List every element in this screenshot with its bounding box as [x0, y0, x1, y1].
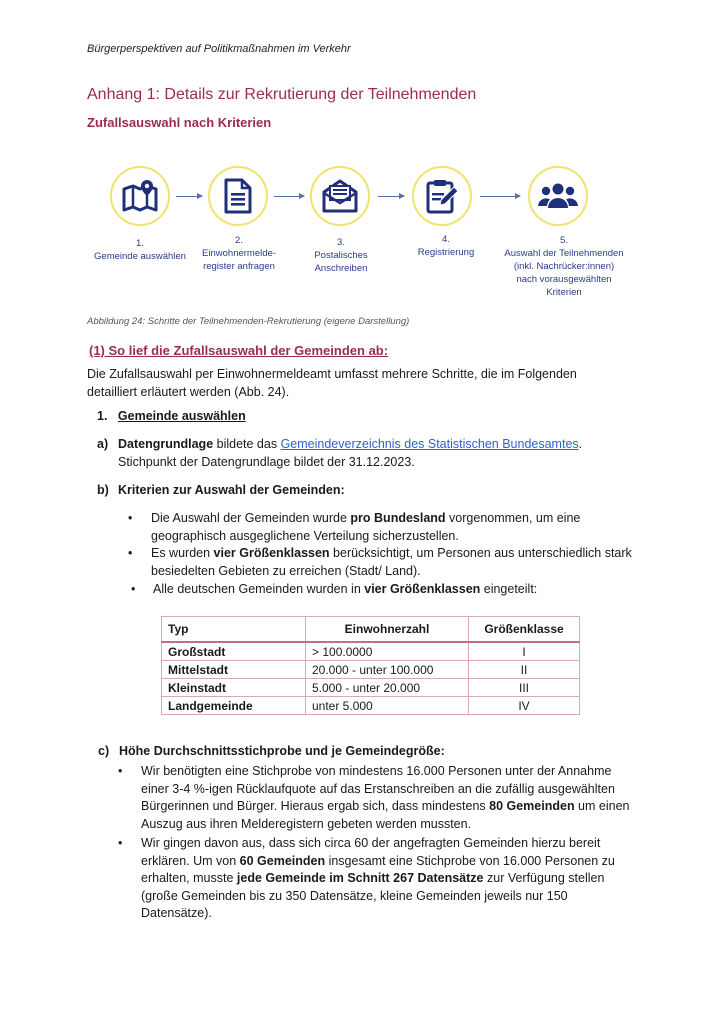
table-header: Größenklasse: [469, 617, 580, 643]
bullet-dot: •: [128, 511, 133, 525]
bullet-dot: •: [128, 546, 133, 560]
envelope-icon: [321, 178, 359, 214]
running-header: Bürgerperspektiven auf Politikmaßnahmen im Verkehr: [87, 43, 351, 55]
step-4-circle: [412, 166, 472, 226]
bullet-b2: Es wurden vier Größenklassen berücksichtigt, um Personen aus unterschiedlich stark besiedelten Gebieten zu erreichen (Stadt/ Land).: [151, 546, 632, 578]
step-3-circle: [310, 166, 370, 226]
map-location-icon: [121, 179, 159, 213]
subheading: Zufallsauswahl nach Kriterien: [87, 115, 272, 130]
section-title: (1) So lief die Zufallsauswahl der Gemeinden ab:: [89, 343, 389, 358]
table-row: Landgemeinde unter 5.000 IV: [162, 697, 580, 715]
arrow-1-2: [176, 196, 202, 197]
size-class-table: [161, 616, 580, 715]
item-c: c): [98, 744, 110, 758]
bullet-b3: Alle deutschen Gemeinden wurden in vier Größenklassen eingeteilt:: [153, 582, 538, 596]
item-a: a): [97, 437, 109, 451]
step-2-label: 2. Einwohnermelde- register anfragen: [202, 235, 276, 272]
appendix-heading: Anhang 1: Details zur Rekrutierung der Teilnehmenden: [87, 86, 477, 103]
table-row: Kleinstadt 5.000 - unter 20.000 III: [162, 679, 580, 697]
clipboard-edit-icon: [424, 178, 460, 214]
step-4-label: 4. Registrierung: [417, 234, 475, 258]
item-a-text: Datengrundlage bildete das Gemeindeverzeichnis des Statistischen Bundesamtes. Stichpunkt der Datengrundlage bildet der 31.12.2023.: [118, 437, 583, 469]
arrow-3-4: [378, 196, 404, 197]
step-1-circle: [110, 166, 170, 226]
table-header: Einwohnerzahl: [306, 617, 469, 643]
step-5-circle: [528, 166, 588, 226]
arrow-2-3: [274, 196, 304, 197]
document-icon: [223, 178, 253, 214]
item-1-heading: 1. Gemeinde auswählen: [97, 409, 246, 423]
item-c-title: Höhe Durchschnittsstichprobe und je Gemeindegröße:: [119, 744, 445, 758]
intro-paragraph: Die Zufallsauswahl per Einwohnermeldeamt umfasst mehrere Schritte, die im Folgenden detailliert erläutert werden (Abb. 24).: [87, 367, 577, 399]
arrow-4-5: [480, 196, 520, 197]
step-3-label: 3. Postalisches Anschreiben: [314, 237, 368, 274]
item-b-title: Kriterien zur Auswahl der Gemeinden:: [118, 483, 345, 497]
bullet-dot: •: [118, 764, 123, 778]
table-header: Typ: [162, 617, 306, 643]
step-1-label: 1. Gemeinde auswählen: [94, 238, 186, 262]
bullet-c2: Wir gingen davon aus, dass sich circa 60 der angefragten Gemeinden hierzu bereit erklären. Um von 60 Gemeinden insgesamt eine Stichprobe von 16.000 Personen zu erhalten, musste jede Gemeinde im Schnitt 267 Datensätze zur Verfügung stellen (große Gemeinden bis zu 350 Datensätze, kleine Gemeinden jeweils nur 150 Datensätze).: [141, 836, 615, 920]
users-group-icon: [538, 182, 578, 210]
bullet-b1: Die Auswahl der Gemeinden wurde pro Bundesland vorgenommen, um eine geographisch ausgeglichene Verteilung sicherzustellen.: [151, 511, 581, 543]
bullet-c1: Wir benötigten eine Stichprobe von mindestens 16.000 Personen unter der Annahme einer 3-4 %-igen Rücklaufquote auf das Erstanschreiben an die zufällig ausgewählten Bürgerinnen und Bürger. Hieraus ergab sich, dass mindestens 80 Gemeinden um einen Auszug aus ihren Melderegistern gebeten werden mussten.: [141, 764, 630, 831]
bullet-dot: •: [118, 836, 123, 850]
figure-caption: Abbildung 24: Schritte der Teilnehmenden-Rekrutierung (eigene Darstellung): [87, 316, 410, 327]
item-b: b): [97, 483, 109, 497]
statistik-link[interactable]: Gemeindeverzeichnis des Statistischen Bundesamtes: [280, 437, 579, 451]
step-2-circle: [208, 166, 268, 226]
step-5-label: 5. Auswahl der Teilnehmenden (inkl. Nachrücker:innen) nach vorausgewählten Kriterien: [504, 235, 624, 298]
bullet-dot: •: [131, 582, 136, 596]
table-row: Mittelstadt 20.000 - unter 100.000 II: [162, 661, 580, 679]
table-header-row: [162, 617, 580, 643]
table-row: Großstadt > 100.0000 I: [162, 642, 580, 661]
